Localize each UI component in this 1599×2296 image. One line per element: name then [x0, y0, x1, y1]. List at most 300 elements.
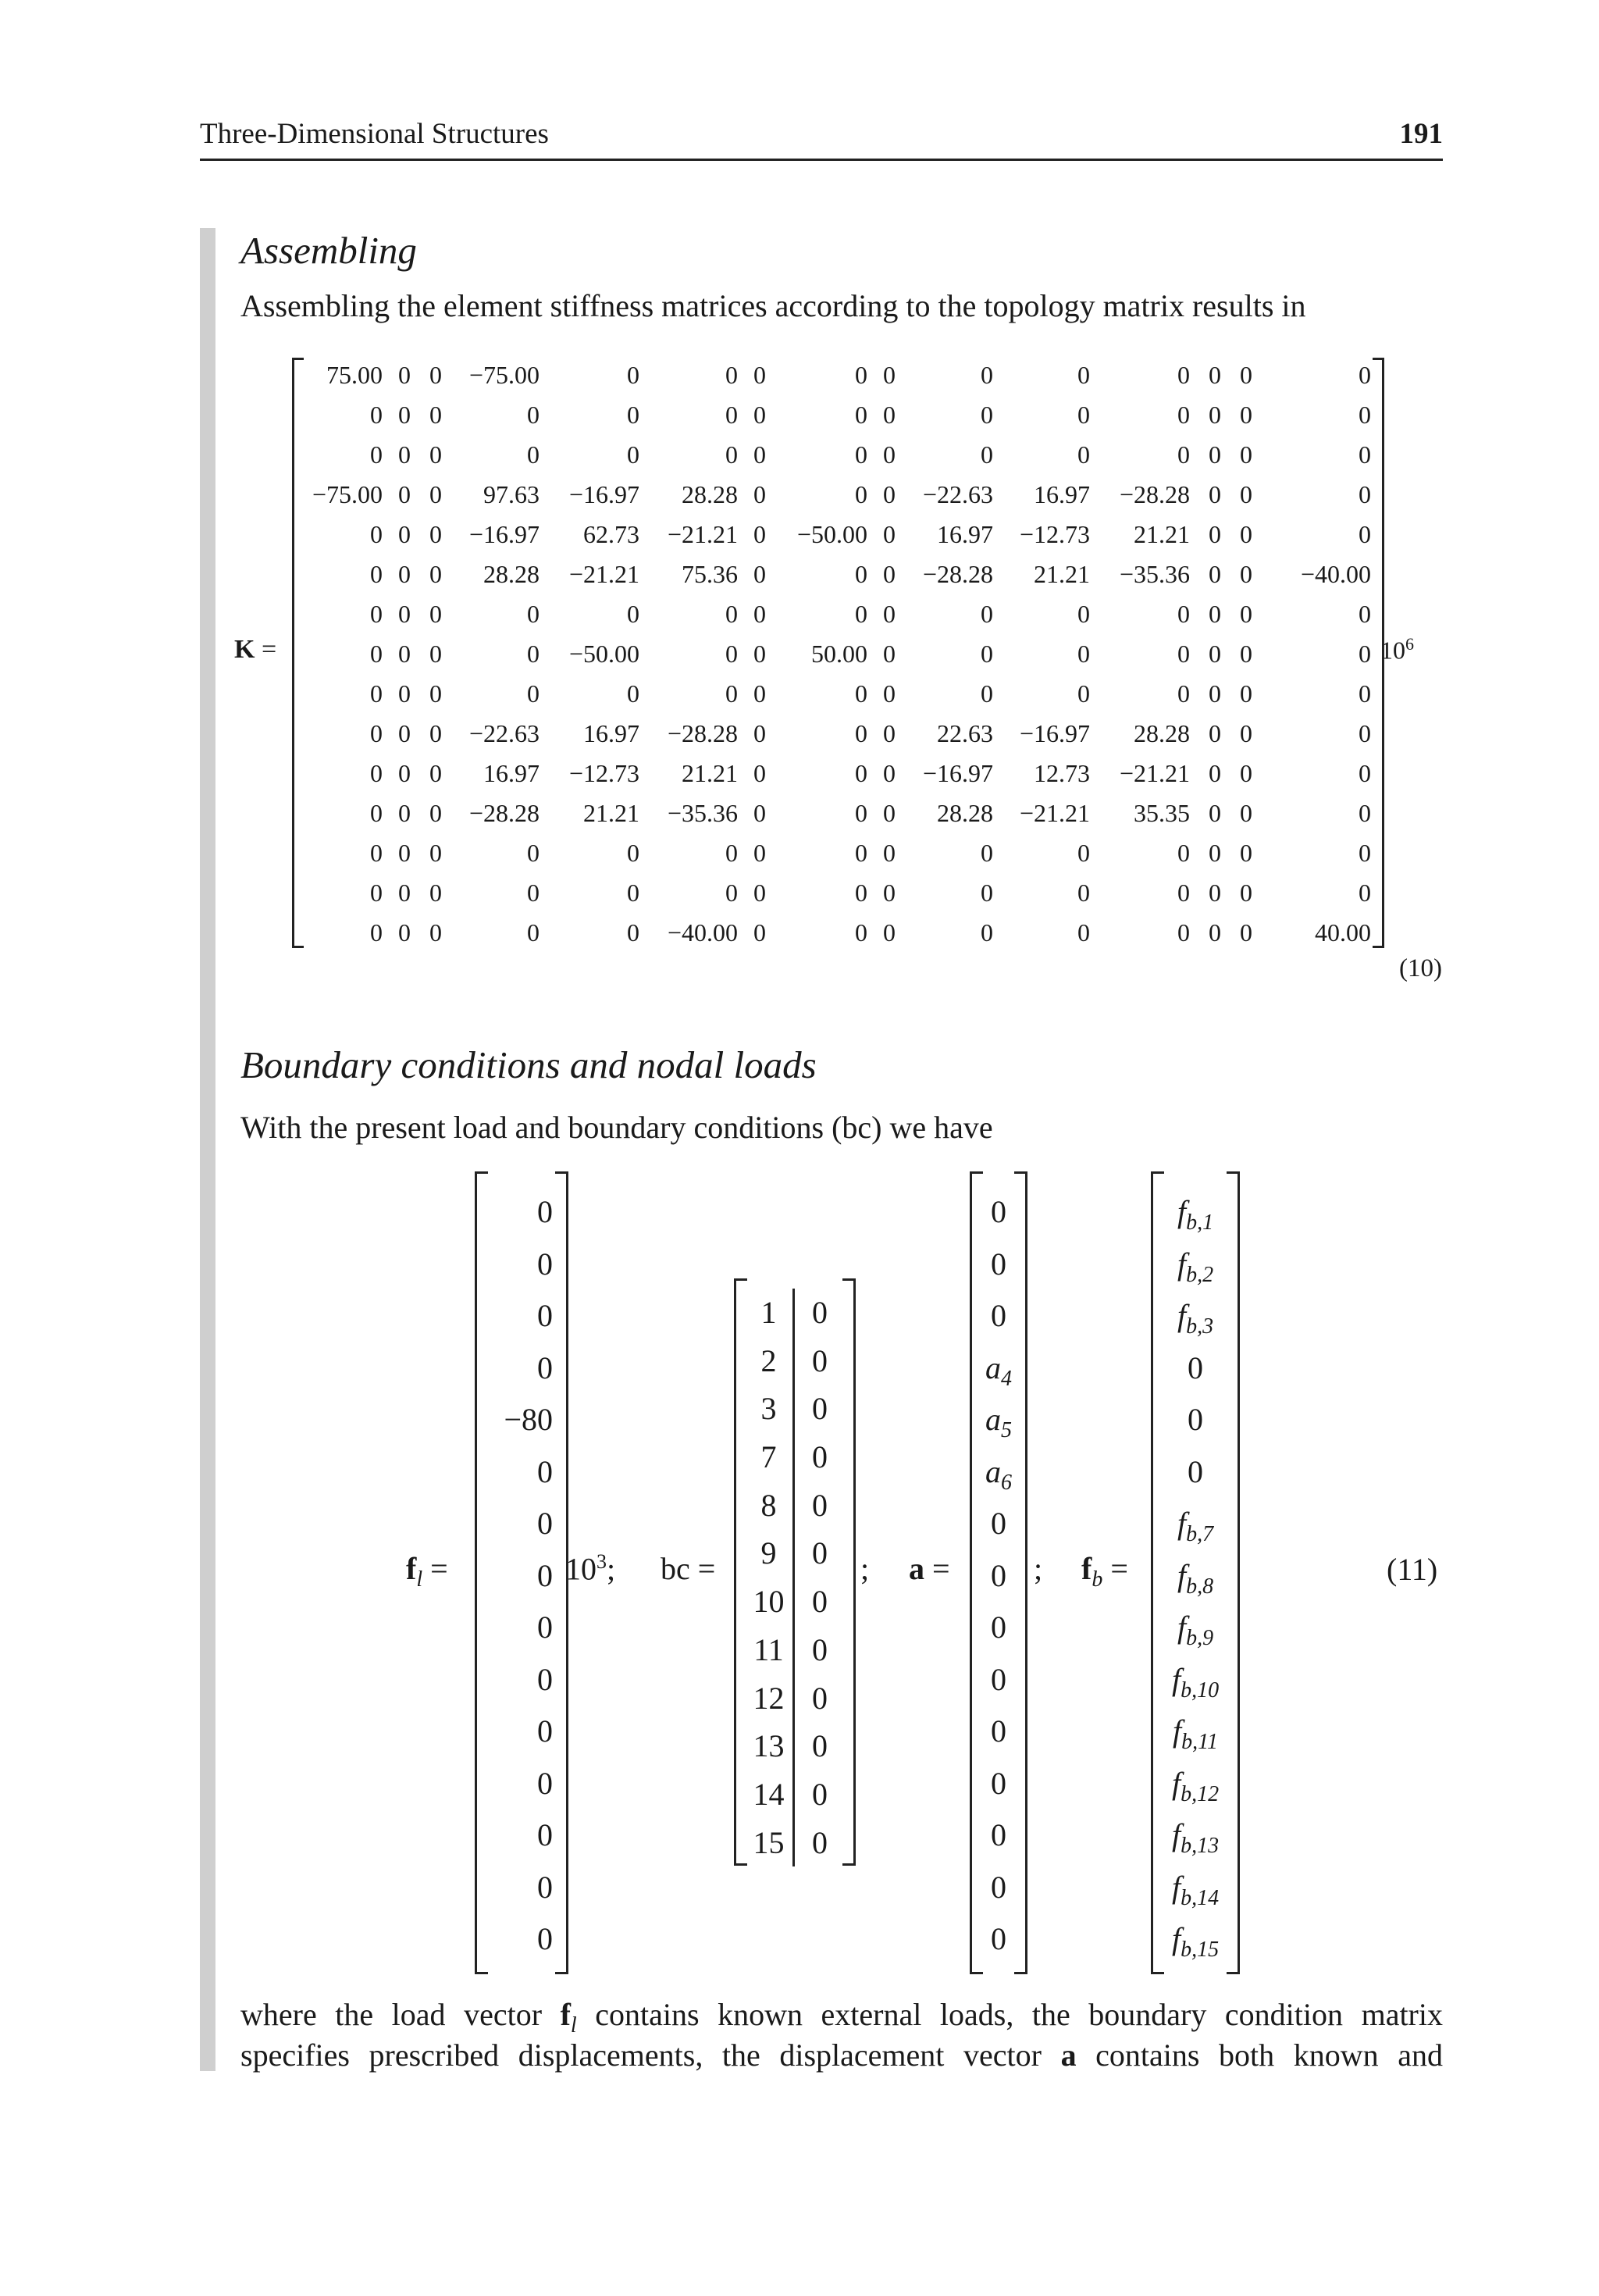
section-heading-assembling: Assembling — [240, 229, 417, 272]
stiffness-cell: 0 — [527, 679, 540, 708]
example-sidebar-bar — [200, 228, 215, 2071]
stiffness-cell: 0 — [1209, 918, 1221, 947]
stiffness-cell: 0 — [429, 799, 442, 827]
stiffness-cell: 0 — [1359, 679, 1371, 708]
stiffness-cell: 0 — [1209, 640, 1221, 668]
stiffness-cell: 0 — [1359, 361, 1371, 389]
stiffness-cell: 0 — [753, 839, 766, 867]
boundary-force-entry: $f_{b,2}$ — [1177, 1246, 1214, 1287]
stiffness-cell: 0 — [1077, 361, 1090, 389]
stiffness-cell: 0 — [398, 839, 411, 867]
stiffness-cell: −75.00 — [468, 361, 540, 389]
stiffness-cell: −16.97 — [1019, 719, 1090, 747]
stiffness-cell: 21.21 — [583, 799, 639, 827]
stiffness-cell: 0 — [753, 440, 766, 469]
stiffness-cell: 0 — [1240, 520, 1252, 548]
stiffness-cell: 0 — [725, 640, 738, 668]
stiffness-cell: 0 — [370, 401, 383, 429]
stiffness-row — [297, 475, 1374, 515]
equation-number-11: (11) — [1387, 1552, 1438, 1587]
stiffness-cell: 0 — [1209, 600, 1221, 628]
bc-dof-entry: 3 — [745, 1385, 795, 1433]
bc-dof-entry: 12 — [745, 1674, 795, 1723]
stiffness-row — [297, 395, 1374, 435]
stiffness-cell: −35.36 — [667, 799, 738, 827]
stiffness-cell: 0 — [1209, 440, 1221, 469]
stiffness-cell: −21.21 — [1119, 759, 1190, 787]
stiffness-cell: −28.28 — [468, 799, 540, 827]
closing-paragraph: where the load vector $f_l$ contains known external loads, the boundary condition matrix — [240, 1997, 1443, 2038]
stiffness-cell: 0 — [855, 719, 867, 747]
stiffness-row — [297, 355, 1374, 395]
stiffness-cell: 0 — [981, 440, 993, 469]
stiffness-cell: 0 — [1209, 401, 1221, 429]
bc-matrix — [734, 1281, 856, 1863]
stiffness-cell: 0 — [753, 401, 766, 429]
stiffness-matrix — [297, 355, 1374, 953]
stiffness-cell: 0 — [883, 440, 896, 469]
stiffness-cell: 0 — [883, 560, 896, 588]
stiffness-cell: 0 — [855, 839, 867, 867]
stiffness-cell: 0 — [429, 401, 442, 429]
stiffness-cell: 0 — [627, 679, 639, 708]
equation-number-10: (10) — [1399, 954, 1442, 982]
stiffness-cell: 0 — [398, 361, 411, 389]
stiffness-cell: 0 — [398, 480, 411, 508]
stiffness-cell: 0 — [1240, 719, 1252, 747]
stiffness-cell: 0 — [753, 600, 766, 628]
stiffness-cell: 0 — [855, 560, 867, 588]
stiffness-cell: 0 — [429, 918, 442, 947]
boundary-intro: With the present load and boundary conditions (bc) we have — [240, 1110, 993, 1145]
stiffness-cell: 0 — [1240, 480, 1252, 508]
stiffness-cell: 0 — [725, 440, 738, 469]
boundary-force-entry: $f_{b,12}$ — [1171, 1765, 1220, 1806]
stiffness-cell: 0 — [1359, 759, 1371, 787]
stiffness-cell: 16.97 — [483, 759, 540, 787]
page-number: 191 — [1399, 118, 1443, 150]
stiffness-cell: 0 — [855, 879, 867, 907]
stiffness-cell: 0 — [370, 719, 383, 747]
stiffness-cell: 0 — [429, 879, 442, 907]
stiffness-cell: 0 — [398, 799, 411, 827]
boundary-force-entry: 0 — [1188, 1453, 1203, 1489]
stiffness-cell: 0 — [1209, 560, 1221, 588]
bc-value-entry: 0 — [812, 1487, 828, 1523]
stiffness-cell: 0 — [429, 520, 442, 548]
stiffness-cell: 75.00 — [326, 361, 383, 389]
stiffness-cell: 0 — [1177, 401, 1190, 429]
stiffness-cell: 0 — [429, 361, 442, 389]
stiffness-cell: 0 — [1209, 719, 1221, 747]
stiffness-cell: 0 — [1240, 879, 1252, 907]
stiffness-cell: 0 — [627, 401, 639, 429]
stiffness-cell: 0 — [855, 361, 867, 389]
stiffness-cell: 50.00 — [811, 640, 867, 668]
stiffness-cell: 0 — [981, 600, 993, 628]
load-vector-entry: 0 — [537, 1557, 553, 1593]
stiffness-cell: 0 — [855, 918, 867, 947]
displacement-vector-entry: 0 — [991, 1869, 1006, 1905]
boundary-force-entry: $f_{b,7}$ — [1177, 1506, 1214, 1546]
stiffness-cell: 0 — [1177, 679, 1190, 708]
stiffness-cell: 0 — [527, 918, 540, 947]
stiffness-cell: 0 — [1240, 600, 1252, 628]
displacement-vector-entry: $a_4$ — [985, 1349, 1012, 1391]
bc-value-entry: 0 — [812, 1391, 828, 1427]
stiffness-row — [297, 435, 1374, 475]
stiffness-cell: 0 — [370, 879, 383, 907]
stiffness-cell: 0 — [883, 679, 896, 708]
stiffness-cell: −21.21 — [568, 560, 639, 588]
stiffness-cell: 0 — [1077, 640, 1090, 668]
boundary-force-entry: $f_{b,11}$ — [1172, 1713, 1219, 1754]
stiffness-cell: 0 — [1209, 799, 1221, 827]
stiffness-cell: 0 — [627, 879, 639, 907]
displacement-vector-entry: 0 — [991, 1194, 1006, 1229]
stiffness-row — [297, 873, 1374, 913]
load-vector-scale: $10^3$; — [565, 1550, 616, 1587]
stiffness-cell: 0 — [1177, 600, 1190, 628]
boundary-force-entry: $f_{b,15}$ — [1171, 1921, 1220, 1962]
load-vector-entry: −80 — [504, 1402, 553, 1437]
load-vector-entry: 0 — [537, 1246, 553, 1282]
displacement-vector-entry: 0 — [991, 1557, 1006, 1593]
stiffness-cell: 0 — [429, 440, 442, 469]
bc-dof-entry: 13 — [745, 1722, 795, 1770]
bc-value-entry: 0 — [812, 1584, 828, 1620]
boundary-force-entry: $f_{b,1}$ — [1177, 1194, 1214, 1235]
stiffness-cell: 0 — [753, 640, 766, 668]
stiffness-cell: 0 — [527, 879, 540, 907]
stiffness-cell: 16.97 — [937, 520, 993, 548]
boundary-force-entry: $f_{b,9}$ — [1177, 1610, 1214, 1650]
stiffness-cell: 0 — [429, 640, 442, 668]
displacement-vector-entry: 0 — [991, 1713, 1006, 1749]
stiffness-cell: 28.28 — [937, 799, 993, 827]
load-vector-label: $f_l$ = — [406, 1551, 448, 1592]
load-vector-entry: 0 — [537, 1453, 553, 1489]
load-vector-entry: 0 — [537, 1661, 553, 1697]
stiffness-cell: 0 — [855, 679, 867, 708]
bc-dof-entry: 1 — [745, 1289, 795, 1337]
stiffness-cell: 0 — [370, 520, 383, 548]
stiffness-cell: 0 — [1240, 839, 1252, 867]
boundary-force-vector — [1151, 1174, 1240, 1972]
stiffness-cell: −22.63 — [922, 480, 993, 508]
stiffness-cell: 0 — [855, 600, 867, 628]
displacement-vector-entry: 0 — [991, 1298, 1006, 1333]
stiffness-cell: 0 — [1359, 480, 1371, 508]
stiffness-cell: −35.36 — [1119, 560, 1190, 588]
load-vector-entry: 0 — [537, 1610, 553, 1645]
stiffness-row — [297, 913, 1374, 953]
bc-dof-entry: 8 — [745, 1481, 795, 1530]
stiffness-cell: 16.97 — [583, 719, 639, 747]
stiffness-cell: 12.73 — [1034, 759, 1090, 787]
stiffness-cell: 0 — [883, 759, 896, 787]
stiffness-cell: 75.36 — [682, 560, 738, 588]
stiffness-cell: 0 — [527, 600, 540, 628]
stiffness-cell: 0 — [1359, 640, 1371, 668]
stiffness-cell: 0 — [1240, 440, 1252, 469]
stiffness-cell: 0 — [883, 361, 896, 389]
stiffness-cell: 0 — [1359, 839, 1371, 867]
load-vector-entry: 0 — [537, 1869, 553, 1905]
stiffness-cell: 0 — [725, 839, 738, 867]
bc-value-entry: 0 — [812, 1295, 828, 1330]
stiffness-cell: 0 — [1240, 560, 1252, 588]
stiffness-cell: 0 — [753, 480, 766, 508]
stiffness-cell: 0 — [398, 440, 411, 469]
stiffness-cell: 0 — [429, 600, 442, 628]
stiffness-cell: 0 — [883, 480, 896, 508]
load-vector — [475, 1174, 568, 1972]
stiffness-cell: 0 — [1077, 401, 1090, 429]
stiffness-cell: 0 — [429, 679, 442, 708]
stiffness-cell: 0 — [627, 361, 639, 389]
stiffness-cell: 21.21 — [682, 759, 738, 787]
bc-dof-entry: 7 — [745, 1433, 795, 1481]
stiffness-cell: 0 — [1209, 759, 1221, 787]
stiffness-cell: 0 — [1077, 600, 1090, 628]
stiffness-cell: −40.00 — [1300, 560, 1371, 588]
stiffness-cell: 0 — [527, 640, 540, 668]
stiffness-cell: 28.28 — [483, 560, 540, 588]
stiffness-cell: 0 — [398, 879, 411, 907]
stiffness-cell: 0 — [981, 879, 993, 907]
stiffness-cell: 0 — [1209, 879, 1221, 907]
stiffness-cell: 0 — [429, 759, 442, 787]
stiffness-cell: 0 — [883, 401, 896, 429]
displacement-vector — [970, 1174, 1027, 1972]
stiffness-cell: 0 — [370, 600, 383, 628]
stiffness-cell: 0 — [398, 719, 411, 747]
stiffness-cell: 0 — [753, 361, 766, 389]
stiffness-cell: 0 — [753, 918, 766, 947]
stiffness-cell: 0 — [981, 640, 993, 668]
stiffness-row — [297, 674, 1374, 714]
closing-paragraph-line2: specifies prescribed displacements, the displacement vector a contains both known and — [240, 2038, 1444, 2073]
stiffness-cell: 0 — [1240, 799, 1252, 827]
stiffness-cell: 28.28 — [682, 480, 738, 508]
stiffness-cell: 0 — [1359, 401, 1371, 429]
bc-value-entry: 0 — [812, 1535, 828, 1571]
stiffness-cell: 97.63 — [483, 480, 540, 508]
stiffness-cell: 0 — [753, 719, 766, 747]
stiffness-cell: 0 — [883, 640, 896, 668]
stiffness-cell: −75.00 — [312, 480, 383, 508]
displacement-vector-entry: $a_5$ — [985, 1402, 1012, 1442]
stiffness-cell: 21.21 — [1034, 560, 1090, 588]
stiffness-cell: 0 — [1177, 440, 1190, 469]
displacement-vector-entry: 0 — [991, 1506, 1006, 1541]
stiffness-cell: 0 — [1077, 679, 1090, 708]
stiffness-cell: 0 — [1359, 799, 1371, 827]
stiffness-cell: −12.73 — [568, 759, 639, 787]
stiffness-cell: 0 — [981, 401, 993, 429]
bc-dof-entry: 15 — [745, 1819, 795, 1867]
assembling-intro: Assembling the element stiffness matrices according to the topology matrix results in — [240, 288, 1306, 323]
stiffness-cell: 0 — [1177, 918, 1190, 947]
stiffness-row — [297, 714, 1374, 754]
boundary-force-entry: 0 — [1188, 1402, 1203, 1437]
displacement-vector-entry: 0 — [991, 1765, 1006, 1801]
stiffness-cell: 0 — [981, 361, 993, 389]
stiffness-cell: 0 — [1359, 440, 1371, 469]
stiffness-row — [297, 594, 1374, 634]
stiffness-cell: 0 — [855, 799, 867, 827]
stiffness-cell: 0 — [1359, 520, 1371, 548]
stiffness-cell: 0 — [370, 560, 383, 588]
stiffness-cell: 0 — [883, 719, 896, 747]
bc-value-entry: 0 — [812, 1824, 828, 1860]
stiffness-cell: 0 — [753, 679, 766, 708]
load-vector-entry: 0 — [537, 1765, 553, 1801]
displacement-vector-entry: 0 — [991, 1661, 1006, 1697]
stiffness-cell: −28.28 — [1119, 480, 1190, 508]
stiffness-cell: −21.21 — [667, 520, 738, 548]
stiffness-cell: 0 — [855, 480, 867, 508]
stiffness-cell: 0 — [1077, 839, 1090, 867]
stiffness-cell: 0 — [1240, 759, 1252, 787]
load-vector-entry: 0 — [537, 1713, 553, 1749]
boundary-force-entry: 0 — [1188, 1349, 1203, 1385]
stiffness-cell: 0 — [398, 679, 411, 708]
stiffness-cell: 0 — [398, 600, 411, 628]
stiffness-cell: 0 — [1359, 719, 1371, 747]
stiffness-label: K = — [234, 635, 277, 664]
running-title: Three-Dimensional Structures — [200, 118, 549, 150]
displacement-separator: ; — [1034, 1551, 1043, 1586]
stiffness-cell: 0 — [1209, 361, 1221, 389]
stiffness-cell: 0 — [1177, 361, 1190, 389]
stiffness-cell: 0 — [370, 440, 383, 469]
displacement-vector-entry: 0 — [991, 1610, 1006, 1645]
bc-value-entry: 0 — [812, 1439, 828, 1475]
stiffness-cell: 0 — [429, 719, 442, 747]
section-heading-boundary: Boundary conditions and nodal loads — [240, 1043, 817, 1086]
stiffness-cell: 0 — [370, 679, 383, 708]
boundary-force-label: $f_b$ = — [1081, 1551, 1128, 1592]
displacement-vector-entry: 0 — [991, 1246, 1006, 1282]
bc-dof-entry: 2 — [745, 1337, 795, 1385]
stiffness-cell: 0 — [398, 520, 411, 548]
stiffness-cell: 0 — [725, 600, 738, 628]
stiffness-cell: 0 — [725, 401, 738, 429]
stiffness-cell: −50.00 — [568, 640, 639, 668]
stiffness-cell: 0 — [627, 839, 639, 867]
stiffness-cell: −16.97 — [468, 520, 540, 548]
bc-value-entry: 0 — [812, 1680, 828, 1716]
load-vector-entry: 0 — [537, 1349, 553, 1385]
stiffness-cell: 0 — [855, 401, 867, 429]
stiffness-cell: 0 — [627, 600, 639, 628]
stiffness-cell: 0 — [1177, 640, 1190, 668]
stiffness-cell: 0 — [855, 759, 867, 787]
bc-dof-entry: 14 — [745, 1770, 795, 1819]
load-vector-entry: 0 — [537, 1921, 553, 1956]
stiffness-cell: −16.97 — [568, 480, 639, 508]
stiffness-cell: 0 — [370, 640, 383, 668]
stiffness-cell: 0 — [527, 440, 540, 469]
stiffness-cell: 35.35 — [1134, 799, 1190, 827]
displacement-vector-label: a = — [909, 1551, 950, 1586]
stiffness-cell: 0 — [883, 799, 896, 827]
stiffness-cell: 40.00 — [1315, 918, 1371, 947]
stiffness-cell: 0 — [753, 560, 766, 588]
stiffness-cell: 0 — [1359, 600, 1371, 628]
stiffness-cell: 0 — [883, 520, 896, 548]
stiffness-cell: 21.21 — [1134, 520, 1190, 548]
load-vector-entry: 0 — [537, 1194, 553, 1229]
stiffness-cell: 22.63 — [937, 719, 993, 747]
stiffness-cell: 0 — [1077, 440, 1090, 469]
stiffness-cell: 0 — [370, 839, 383, 867]
stiffness-cell: −28.28 — [667, 719, 738, 747]
stiffness-cell: 16.97 — [1034, 480, 1090, 508]
stiffness-cell: 0 — [627, 918, 639, 947]
stiffness-cell: 0 — [753, 759, 766, 787]
stiffness-cell: 0 — [1240, 918, 1252, 947]
boundary-force-entry: $f_{b,8}$ — [1177, 1557, 1214, 1599]
stiffness-row — [297, 515, 1374, 554]
stiffness-row — [297, 554, 1374, 594]
stiffness-cell: 0 — [1077, 879, 1090, 907]
stiffness-cell: 0 — [1209, 520, 1221, 548]
bc-matrix-label: bc = — [661, 1551, 716, 1586]
stiffness-cell: 0 — [1177, 839, 1190, 867]
stiffness-cell: 0 — [753, 799, 766, 827]
stiffness-row — [297, 833, 1374, 873]
boundary-force-entry: $f_{b,3}$ — [1177, 1298, 1214, 1339]
stiffness-cell: 0 — [527, 401, 540, 429]
stiffness-cell: 0 — [981, 918, 993, 947]
stiffness-cell: 0 — [725, 879, 738, 907]
bc-value-entry: 0 — [812, 1342, 828, 1378]
stiffness-row — [297, 754, 1374, 793]
stiffness-cell: −12.73 — [1019, 520, 1090, 548]
stiffness-cell: −40.00 — [667, 918, 738, 947]
displacement-vector-entry: 0 — [991, 1817, 1006, 1852]
stiffness-cell: 0 — [1209, 679, 1221, 708]
stiffness-cell: 0 — [527, 839, 540, 867]
stiffness-cell: 0 — [981, 839, 993, 867]
stiffness-cell: 0 — [753, 520, 766, 548]
stiffness-cell: 0 — [1240, 401, 1252, 429]
stiffness-row — [297, 634, 1374, 674]
stiffness-cell: 0 — [883, 879, 896, 907]
bc-dof-entry: 11 — [745, 1626, 795, 1674]
stiffness-cell: 0 — [753, 879, 766, 907]
boundary-force-entry: $f_{b,10}$ — [1171, 1661, 1220, 1702]
stiffness-cell: −21.21 — [1019, 799, 1090, 827]
stiffness-cell: 0 — [855, 440, 867, 469]
stiffness-cell: 0 — [398, 918, 411, 947]
stiffness-cell: 0 — [883, 839, 896, 867]
stiffness-cell: −22.63 — [468, 719, 540, 747]
stiffness-cell: 62.73 — [583, 520, 639, 548]
bc-dof-entry: 9 — [745, 1529, 795, 1578]
bc-dof-entry: 10 — [745, 1578, 795, 1626]
stiffness-cell: 0 — [370, 759, 383, 787]
stiffness-cell: 0 — [883, 918, 896, 947]
displacement-vector-entry: 0 — [991, 1921, 1006, 1956]
stiffness-cell: 0 — [1209, 480, 1221, 508]
boundary-force-entry: $f_{b,13}$ — [1171, 1817, 1220, 1858]
stiffness-cell: 28.28 — [1134, 719, 1190, 747]
stiffness-cell: 0 — [627, 440, 639, 469]
